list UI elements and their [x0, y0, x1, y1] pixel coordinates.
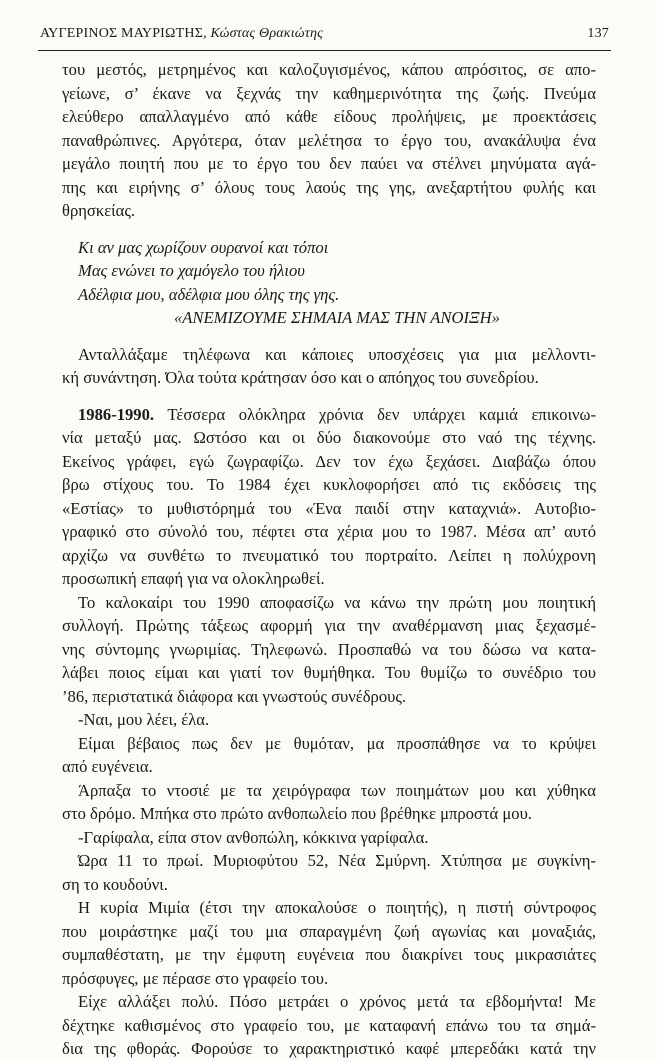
dialogue-line: -Ναι, μου λέει, έλα. — [78, 710, 210, 729]
paragraph-1 — [62, 58, 596, 223]
page-body — [62, 58, 596, 1061]
text-line: γραφικό στο σύνολό του, πέφτει στα χέρια μου το 1987. Μέσα απ’ αυτό — [62, 522, 596, 541]
paragraph-4 — [62, 591, 596, 709]
poem-line: Αδέλφια μου, αδέλφια μου όλης της γης. — [78, 284, 340, 304]
header-subtitle: Κώστας Θρακιώτης — [210, 26, 324, 41]
text-line: αρχίζω να συνθέτω το πνευματικό του πορτραίτο. Λείπει η πολύχρονη — [62, 545, 596, 565]
text-line: ’86, περιστατικά διάφορα και γνωστούς συνέδρους. — [62, 686, 407, 706]
text-span: Τέσσερα ολόκληρα χρόνια δεν υπάρχει καμιά επικοινω- — [154, 404, 596, 424]
text-line: «Εστίας» το μυθιστόρημά του «Ένα παιδί στην καταχνιά». Αυτοβιο- — [62, 498, 596, 518]
paragraph-3 — [62, 403, 596, 591]
text-line: θρησκείας. — [62, 201, 136, 220]
text-line: πης και ειρήνης σ’ όλους τους λαούς της γης, ανεξαρτήτου φυλής και — [62, 177, 596, 197]
spacer — [62, 330, 596, 343]
text-line: Είχε αλλάξει πολύ. Πόσο μετράει ο χρόνος μετά τα εβδομήντα! Με — [78, 992, 596, 1011]
poem-quote — [62, 236, 596, 330]
poem-line: Κι αν μας χωρίζουν ουρανοί και τόποι — [78, 237, 329, 257]
running-header — [40, 26, 609, 42]
text-line: Άρπαξα το ντοσιέ με τα χειρόγραφα των ποιημάτων μου και χύθηκα — [78, 780, 596, 800]
year-range-heading: 1986-1990. — [78, 404, 155, 424]
dialogue-line: -Γαρίφαλα, είπα στον ανθοπώλη, κόκκινα γαρίφαλα. — [78, 827, 429, 847]
paragraph-5 — [62, 732, 596, 779]
paragraph-8 — [62, 896, 596, 990]
poem-line: Μας ενώνει το χαμόγελο του ήλιου — [78, 261, 305, 280]
spacer — [62, 223, 596, 236]
paragraph-9 — [62, 990, 596, 1061]
text-line: του μεστός, μετρημένος και καλοζυγισμένος, κάπου απρόσιτος, σε απο- — [62, 60, 596, 79]
text-line: Εκείνος γράφει, εγώ ζωγραφίζω. Δεν τον έχω ξεχάσει. Διαβάζω όπου — [62, 451, 596, 471]
text-line: ση το κουδούνι. — [62, 874, 168, 894]
text-line: Ανταλλάξαμε τηλέφωνα και κάποιες υποσχέσεις για μια μελλοντι- — [78, 344, 596, 364]
text-line: πρόσφυγες, με πέρασε στο γραφείο του. — [62, 968, 329, 988]
poem-title-line: «ΑΝΕΜΙΖΟΥΜΕ ΣΗΜΑΙΑ ΜΑΣ ΤΗΝ ΑΝΟΙΞΗ» — [174, 308, 500, 327]
text-line: γείωνε, σ’ έκανε να ξεχνάς την καθημερινότητα της ζωής. Πνεύμα — [62, 83, 596, 103]
text-line: κή συνάντηση. Όλα τούτα κράτησαν όσο και ο απόηχος του συνεδρίου. — [62, 368, 539, 387]
text-line: Είμαι βέβαιος πως δεν με θυμόταν, μα προσπάθησε να το κρύψει — [78, 733, 596, 753]
header-title — [40, 26, 323, 42]
text-line: νης σύντομης γνωριμίας. Τηλεφωνώ. Προσπαθώ να του δώσω να κατα- — [62, 639, 596, 659]
text-line: ελεύθερο απαλλαγμένο από κάθε είδους προλήψεις, με προεκτάσεις — [62, 107, 596, 126]
text-line: παναθρώπινες. Αργότερα, όταν μελέτησα το έργο του, ανακάλυψα ένα — [62, 130, 596, 150]
text-line — [62, 403, 596, 427]
page-number: 137 — [587, 26, 609, 41]
text-line: Το καλοκαίρι του 1990 αποφασίζω να κάνω την πρώτη μου ποιητική — [78, 592, 596, 612]
text-line: λάβει ποιος είμαι και γιατί τον θυμήθηκα. Του θυμίζω το συνέδριο του — [62, 663, 596, 682]
text-line: βρω στίχους του. Το 1984 έχει κυκλοφορήσει από τις εκδόσεις της — [62, 475, 596, 494]
text-line: συμπαθέστατη, με την έμφυτη ευγένεια που διακρίνει τους μικρασιάτες — [62, 945, 596, 964]
text-line: Ώρα 11 το πρωί. Μυριοφύτου 52, Νέα Σμύρνη. Χτύπησα με συγκίνη- — [78, 851, 596, 870]
text-line: νία μεταξύ μας. Ωστόσο και οι δύο διακονούμε στο ναό της τέχνης. — [62, 428, 596, 447]
text-line: δέχτηκε καθισμένος στο γραφείο του, με καταφανή επάνω του τα σημά- — [62, 1015, 596, 1035]
text-line: από ευγένεια. — [62, 757, 153, 776]
spacer — [62, 390, 596, 403]
text-line: στο δρόμο. Μπήκα στο πρώτο ανθοπωλείο που βρέθηκε μπροστά μου. — [62, 804, 532, 823]
text-line: προσωπική επαφή για να ολοκληρωθεί. — [62, 569, 325, 588]
text-line: συλλογή. Πρώτης τάξεως αφορμή για την αναθέρμανση μιας ξεχασμέ- — [62, 616, 596, 635]
text-line: δια της φθοράς. Φορούσε το χαρακτηριστικό καφέ μπερεδάκι κατά την — [62, 1039, 596, 1058]
paragraph-7 — [62, 849, 596, 896]
header-rule — [38, 50, 611, 51]
paragraph-2 — [62, 343, 596, 390]
paragraph-6 — [62, 779, 596, 826]
text-line: Η κυρία Μιμία (έτσι την αποκαλούσε ο ποιητής), η πιστή σύντροφος — [78, 898, 596, 917]
text-line: που μοιράστηκε μαζί του μια σπαραγμένη ζωή αγωνίας και μοναξιάς, — [62, 921, 596, 941]
header-author: ΑΥΓΕΡΙΝΟΣ ΜΑΥΡΙΩΤΗΣ, — [40, 26, 207, 41]
text-line: μεγάλο ποιητή που με το έργο του δεν παύει να στέλνει μηνύματα αγά- — [62, 154, 596, 173]
